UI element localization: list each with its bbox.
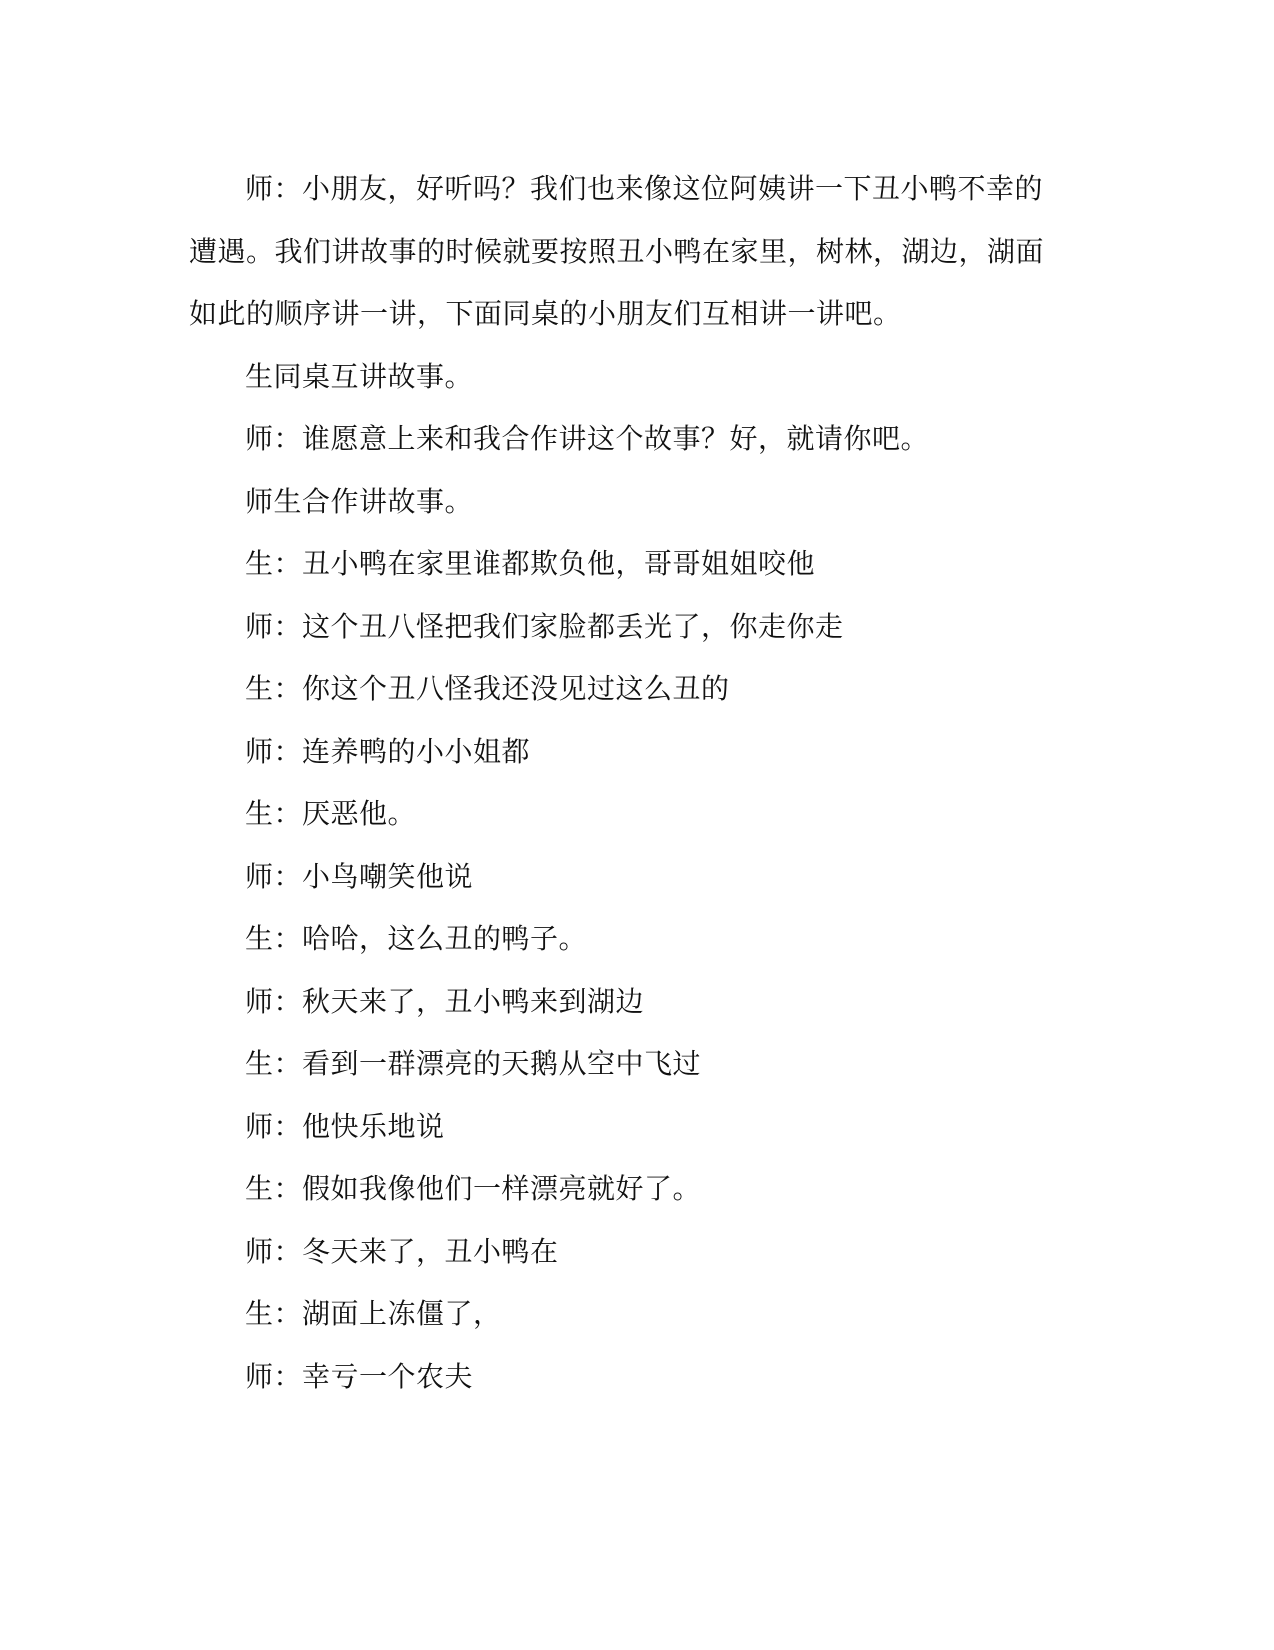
paragraph-cooperative-story: 师生合作讲故事。 (245, 484, 474, 518)
dialogue-line: 生：看到一群漂亮的天鹅从空中飞过 (245, 1047, 702, 1080)
dialogue-line: 师：小鸟嘲笑他说 (245, 859, 474, 893)
dialogue-line: 师：他快乐地说 (245, 1109, 445, 1143)
paragraph-teacher-invite: 师：谁愿意上来和我合作讲这个故事？好，就请你吧。 (245, 422, 930, 455)
dialogue-line: 师：幸亏一个农夫 (245, 1359, 474, 1393)
dialogue-line: 师：冬天来了，丑小鸭在 (245, 1234, 559, 1268)
dialogue-line: 生：你这个丑八怪我还没见过这么丑的 (245, 672, 730, 705)
dialogue-line: 师：秋天来了，丑小鸭来到湖边 (245, 984, 645, 1018)
dialogue-line: 生：丑小鸭在家里谁都欺负他，哥哥姐姐咬他 (245, 547, 816, 580)
paragraph-teacher-intro: 师：小朋友，好听吗？我们也来像这位阿姨讲一下丑小鸭不幸的遭遇。我们讲故事的时候就要按照丑小鸭在家里，树林，湖边，湖面如此的顺序讲一讲，下面同桌的小朋友们互相讲一讲吧。 (189, 172, 1045, 330)
document-body (189, 158, 1069, 1408)
dialogue-line: 生：假如我像他们一样漂亮就好了。 (245, 1172, 702, 1205)
dialogue-line: 生：厌恶他。 (245, 797, 417, 830)
dialogue-line: 师：这个丑八怪把我们家脸都丢光了，你走你走 (245, 609, 844, 643)
dialogue-line: 师：连养鸭的小小姐都 (245, 734, 531, 768)
dialogue-line: 生：湖面上冻僵了， (245, 1297, 502, 1330)
dialogue-line: 生：哈哈，这么丑的鸭子。 (245, 922, 588, 955)
paragraph-students-tell-story: 生同桌互讲故事。 (245, 359, 474, 393)
